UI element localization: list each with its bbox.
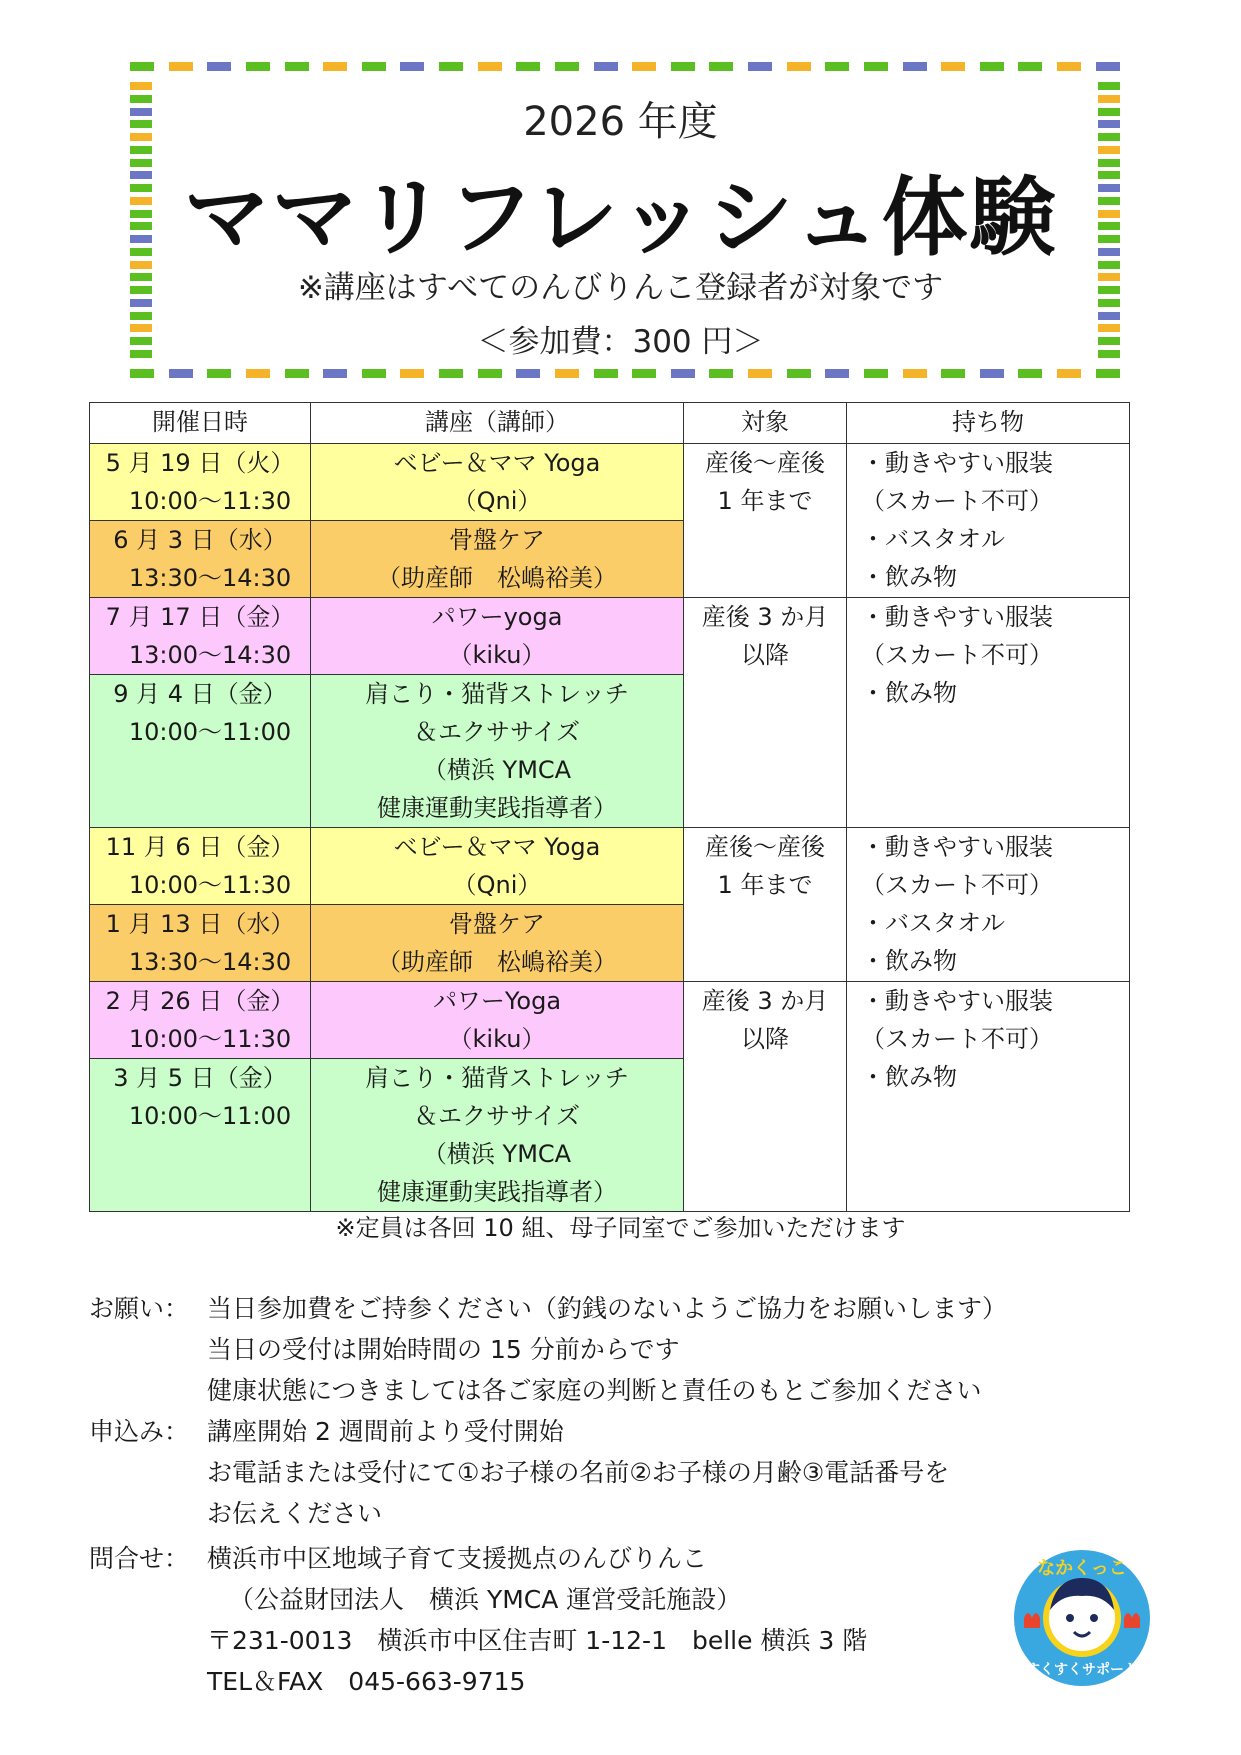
table-row [90, 982, 1130, 1059]
logo-eye-left [1066, 1614, 1074, 1622]
header-datetime: 開催日時 [90, 403, 311, 444]
items-to-bring: ・動きやすい服装 （スカート不可） ・飲み物 [847, 982, 1130, 1212]
session-date: 2 月 26 日（金） 10:00～11:30 [90, 982, 311, 1059]
session-target: 産後～産後 1 年まで [684, 828, 847, 982]
contact-section [89, 1538, 1007, 1579]
apply-line: お電話または受付にて①お子様の名前②お子様の月齢③電話番号を [207, 1458, 950, 1487]
apply-line: お伝えください [207, 1499, 383, 1528]
request-line: 当日参加費をご持参ください（釣銭のないようご協力をお願いします） [207, 1294, 1008, 1323]
session-course: 肩こり・猫背ストレッチ ＆エクササイズ （横浜 YMCA 健康運動実践指導者） [311, 675, 684, 828]
session-date: 1 月 13 日（水） 13:30～14:30 [90, 905, 311, 982]
request-section [89, 1288, 1007, 1329]
session-date: 6 月 3 日（水） 13:30～14:30 [90, 521, 311, 598]
table-row [90, 444, 1130, 521]
request-label: お願い： [89, 1294, 190, 1323]
eligibility-note: ※講座はすべてのんびりんこ登録者が対象です [297, 270, 944, 306]
session-date: 7 月 17 日（金） 13:00～14:30 [90, 598, 311, 675]
session-target: 産後～産後 1 年まで [684, 444, 847, 598]
capacity-note: ※定員は各回 10 組、母子同室でご参加いただけます [335, 1214, 906, 1242]
frame-top-border [130, 62, 1120, 71]
contact-label: 問合せ： [89, 1544, 190, 1573]
session-date: 5 月 19 日（火） 10:00～11:30 [90, 444, 311, 521]
logo-top-text: なかくっこ [1037, 1558, 1127, 1579]
session-course: パワーYoga （kiku） [311, 982, 684, 1059]
session-target: 産後 3 か月 以降 [684, 598, 847, 828]
session-target: 産後 3 か月 以降 [684, 982, 847, 1212]
session-date: 9 月 4 日（金） 10:00～11:00 [90, 675, 311, 828]
header-course: 講座（講師） [311, 403, 684, 444]
session-date: 3 月 5 日（金） 10:00～11:00 [90, 1059, 311, 1212]
apply-section [89, 1411, 1007, 1452]
request-line: 当日の受付は開始時間の 15 分前からです [207, 1335, 680, 1364]
items-to-bring: ・動きやすい服装 （スカート不可） ・バスタオル ・飲み物 [847, 444, 1130, 598]
contact-line: 横浜市中区地域子育て支援拠点のんびりんこ [207, 1544, 708, 1573]
items-to-bring: ・動きやすい服装 （スカート不可） ・バスタオル ・飲み物 [847, 828, 1130, 982]
page-title: ママリフレッシュ体験 [183, 168, 1058, 268]
session-course: ベビー＆ママ Yoga （Qni） [311, 444, 684, 521]
table-header-row [90, 403, 1130, 444]
header-target: 対象 [684, 403, 847, 444]
session-course: 肩こり・猫背ストレッチ ＆エクササイズ （横浜 YMCA 健康運動実践指導者） [311, 1059, 684, 1212]
fiscal-year: 2026 年度 [523, 99, 718, 145]
frame-bottom-border [130, 369, 1120, 378]
table-row [90, 598, 1130, 675]
participation-fee: ＜参加費：300 円＞ [477, 324, 764, 360]
apply-label: 申込み： [89, 1417, 190, 1446]
table-row [90, 828, 1130, 905]
logo-bottom-text: すくすくサポート [1026, 1662, 1138, 1678]
apply-line: 講座開始 2 週間前より受付開始 [207, 1417, 564, 1446]
request-line: 健康状態につきましては各ご家庭の判断と責任のもとご参加ください [207, 1376, 982, 1405]
contact-phone: TEL＆FAX 045-663-9715 [207, 1667, 526, 1696]
contact-address: 〒231-0013 横浜市中区住吉町 1-12-1 belle 横浜 3 階 [207, 1626, 868, 1655]
session-course: 骨盤ケア （助産師 松嶋裕美） [311, 905, 684, 982]
session-course: ベビー＆ママ Yoga （Qni） [311, 828, 684, 905]
info-section [89, 1288, 1007, 1702]
session-course: 骨盤ケア （助産師 松嶋裕美） [311, 521, 684, 598]
session-course: パワーyoga （kiku） [311, 598, 684, 675]
session-date: 11 月 6 日（金） 10:00～11:30 [90, 828, 311, 905]
contact-line: （公益財団法人 横浜 YMCA 運営受託施設） [229, 1585, 742, 1614]
schedule-table [89, 402, 1130, 1212]
nakakukko-logo [1012, 1548, 1152, 1688]
header-items: 持ち物 [847, 403, 1130, 444]
items-to-bring: ・動きやすい服装 （スカート不可） ・飲み物 [847, 598, 1130, 828]
logo-eye-right [1090, 1614, 1098, 1622]
